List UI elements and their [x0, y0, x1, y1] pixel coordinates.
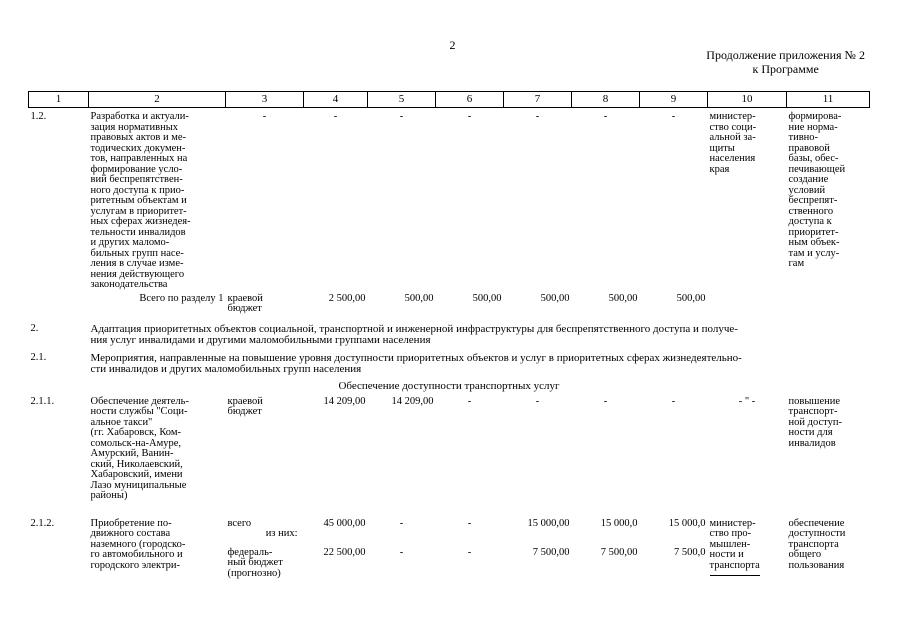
cell: 15 000,0 7 500,00 — [600, 517, 638, 558]
cell: - — [535, 111, 540, 122]
program-table — [28, 91, 870, 580]
cell: - — [399, 111, 404, 122]
table-row — [29, 393, 870, 503]
expected-result: повышение транспорт- ной доступ- ности для инвалидов — [788, 395, 842, 449]
cell: - — [671, 111, 676, 122]
cell: - — [467, 111, 472, 122]
executor: - " - — [738, 395, 756, 407]
subheading: Обеспечение доступности транспортных услуг — [338, 379, 560, 392]
cell: - — [603, 395, 608, 407]
of-which-label: из них: — [265, 528, 298, 539]
table-row — [29, 503, 870, 581]
cell: 500,00 — [676, 292, 706, 304]
appendix-subtitle: к Программе — [752, 62, 819, 76]
activity-name: Обеспечение деятель- ности службы "Соци- альное такси" (гг. Хабаровск, Ком- сомольск-на-Амуре, Амурский, Ванин- ский, Николаевский, Хабаровский, имени Лазо муниципальные районы) — [90, 395, 189, 501]
executor: министер- ство соци- альной за- щиты населения края — [709, 111, 757, 175]
expected-result: формирова- ние норма- тивно- правовой базы, обес- печивающей создание условий беспрепят- ственного доступа к приоритет- ным объек- там и услу- гам — [788, 111, 846, 269]
column-header: 5 — [368, 92, 436, 108]
column-number-row — [29, 92, 870, 108]
total-label: Всего по разделу 1 — [139, 292, 224, 304]
executor: министер- ство про- мышлен- ности и транспорта — [708, 503, 787, 581]
page-number: 2 — [449, 38, 456, 52]
cell: 15 000,00 7 500,00 — [527, 517, 570, 558]
row-number: 2.1.2. — [30, 517, 55, 529]
cell: 500,00 — [404, 292, 434, 304]
table-row — [29, 108, 870, 292]
row-number: 1.2. — [30, 111, 47, 122]
cell: 2 500,00 — [328, 292, 366, 304]
cell: - - — [399, 517, 404, 558]
cell: - — [262, 111, 267, 122]
cell: - - — [467, 517, 472, 558]
cell: 500,00 — [472, 292, 502, 304]
expected-result: обеспечение доступности транспорта общего пользования — [788, 517, 846, 571]
section-number: 2.1. — [30, 351, 47, 363]
column-header: 10 — [708, 92, 787, 108]
cell: - — [467, 395, 472, 407]
column-header: 9 — [640, 92, 708, 108]
table-row — [29, 292, 870, 316]
column-header: 1 — [29, 92, 89, 108]
federal-budget-label: федераль- ный бюджет (прогнозно) — [227, 546, 283, 579]
cell: 14 209,00 — [323, 395, 366, 407]
cell: 500,00 — [608, 292, 638, 304]
activity-name: Приобретение по- движного состава наземного (городско- го автомобильного и городского электри- — [90, 517, 186, 571]
section-row — [29, 347, 870, 376]
cell: 45 000,00 22 500,00 — [323, 517, 366, 558]
funding-source: краевой бюджет — [227, 292, 263, 314]
cell: - — [333, 111, 338, 122]
appendix-title: Продолжение приложения № 2 — [706, 48, 865, 62]
funding-source — [226, 503, 304, 581]
activity-name: Разработка и актуали- зация нормативных правовых актов и ме- тодических докумен- тов, направленных на формирование усло- вий беспрепятствен- ного доступа к прио- ритетным объектам и услугам в приоритет- ных сферах жизнедея- тельности инвалидов и других маломо- бильных групп насе- ления в случае изме- нения действующего законодательства — [90, 111, 191, 290]
cell: 14 209,00 — [391, 395, 434, 407]
cell: - — [535, 395, 540, 407]
section-number: 2. — [30, 322, 39, 334]
section-title: Адаптация приоритетных объектов социальной, транспортной и инженерной инфраструктуры для беспрепятственного доступа и получе- ния услуг инвалидами и другими маломобильными группами населения — [90, 322, 738, 346]
column-header: 2 — [89, 92, 226, 108]
section-title: Мероприятия, направленные на повышение уровня доступности приоритетных объектов и услуг в приоритетных сферах жизнедеятельно- сти инвалидов и других маломобильных групп населения — [90, 351, 742, 375]
row-number: 2.1.1. — [30, 395, 55, 407]
funding-source: краевой бюджет — [227, 395, 263, 417]
column-header: 7 — [504, 92, 572, 108]
column-header: 3 — [226, 92, 304, 108]
column-header: 11 — [787, 92, 870, 108]
column-header: 6 — [436, 92, 504, 108]
column-header: 4 — [304, 92, 368, 108]
cell: 15 000,0 7 500,0 — [668, 517, 706, 558]
cell: 500,00 — [540, 292, 570, 304]
section-row — [29, 316, 870, 347]
column-header: 8 — [572, 92, 640, 108]
subheading-row — [29, 376, 870, 393]
cell: - — [603, 111, 608, 122]
total-label: всего — [227, 517, 252, 529]
cell: - — [671, 395, 676, 407]
appendix-header — [706, 48, 865, 76]
